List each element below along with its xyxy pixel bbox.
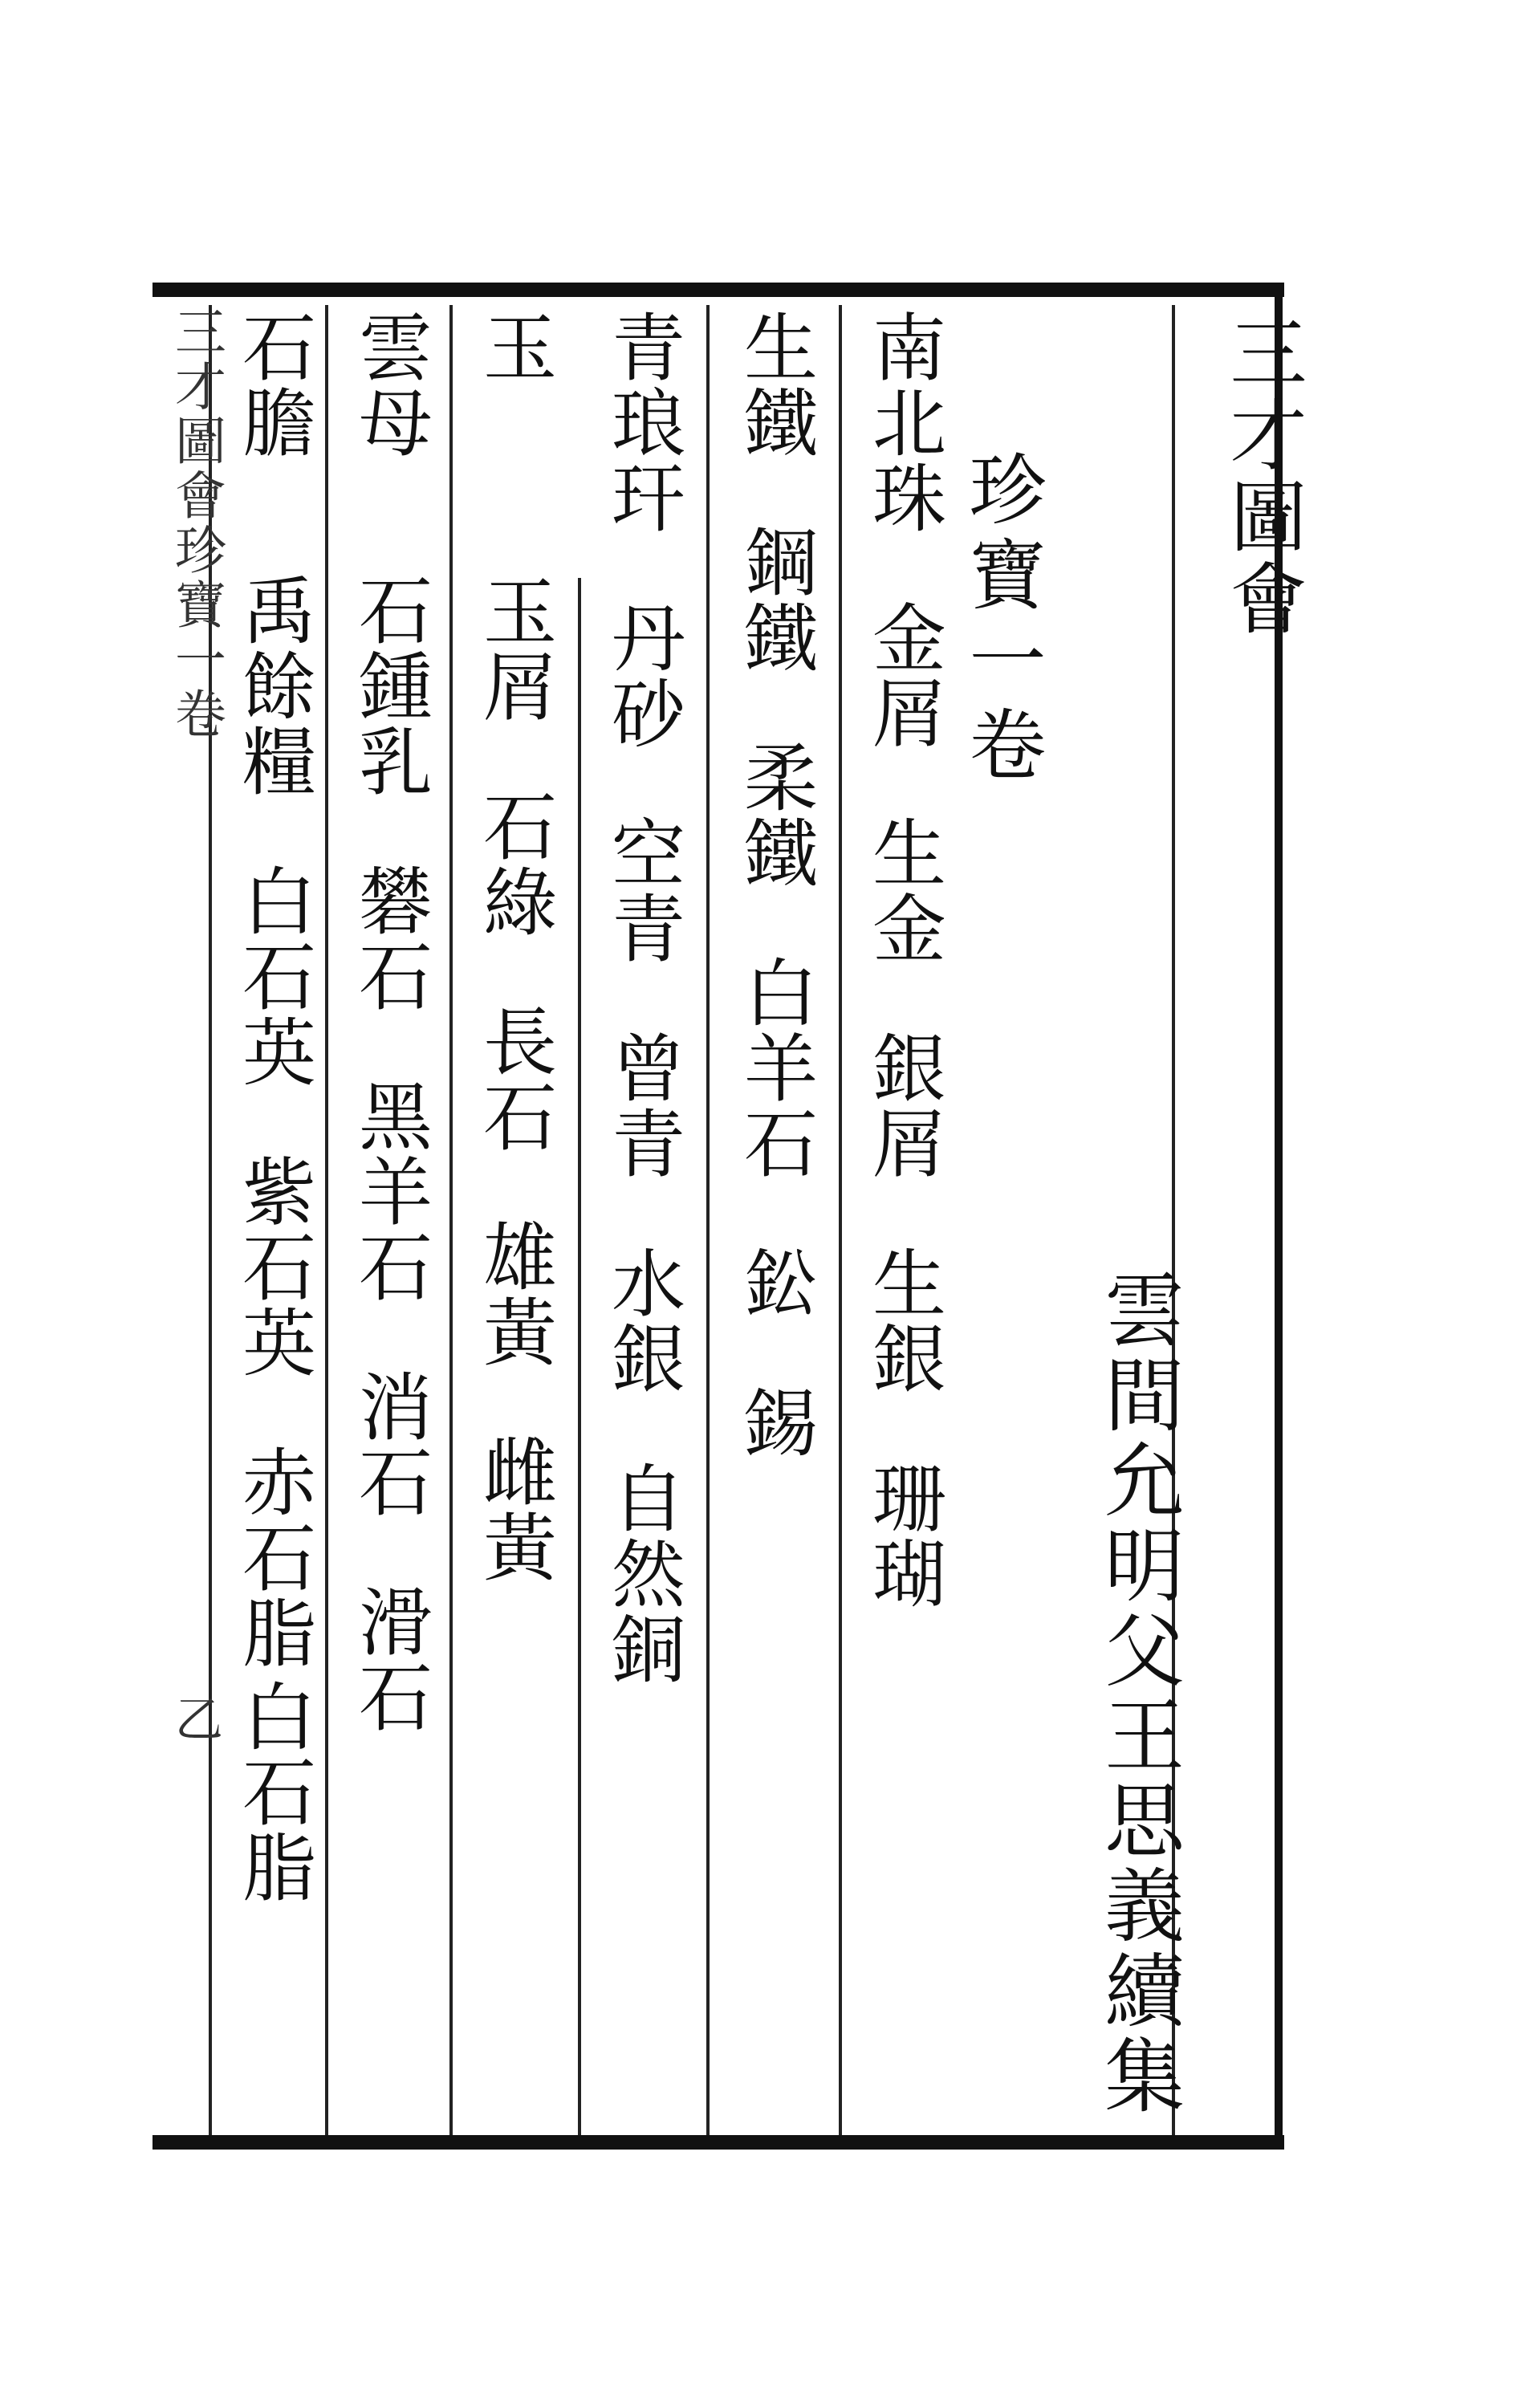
list-item: 生銀 [860,1245,946,1396]
entry-column [453,309,574,1584]
list-item: 丹砂 [600,600,685,750]
list-item: 珊瑚 [860,1460,946,1611]
list-item: 石鍾乳 [347,572,433,799]
list-item: 禹餘糧 [230,572,316,799]
list-item: 礬石 [347,863,433,1014]
folio-mark: 乙 [167,1694,223,1742]
entry-column [329,309,449,1735]
column-rule [449,305,453,2135]
list-item: 消石 [347,1369,433,1519]
list-item: 雲母 [347,309,433,460]
list-item: 柔鐵 [732,739,818,890]
list-item: 生鐵 [732,309,818,460]
entry-column [843,309,963,1611]
list-item: 生金 [860,815,946,966]
top-border [152,283,1284,297]
bottom-border [152,2135,1284,2150]
list-item: 長石 [471,1003,557,1154]
column-rule [578,578,581,2135]
column-rule [839,305,842,2135]
list-item: 鈆 [732,1245,818,1320]
list-item: 石膽 [230,309,316,460]
list-item: 空青 [600,815,685,966]
margin-title: 三才圖會珍寶一卷 [166,305,226,742]
column-rule [706,305,710,2135]
list-item: 銀屑 [860,1030,946,1181]
section-title: 珍寶一卷 [957,449,1047,790]
list-item: 南北珠 [860,309,946,535]
list-item: 白石脂 [230,1678,316,1905]
list-item: 自然銅 [600,1460,685,1686]
list-item: 玉屑 [471,573,557,724]
list-item: 錫 [732,1385,818,1460]
list-item: 白羊石 [732,954,818,1181]
list-item: 石綠 [471,788,557,939]
list-item: 雄黃 [471,1218,557,1369]
entry-column [714,309,835,1460]
list-item: 金屑 [860,600,946,750]
list-item: 赤石脂 [230,1444,316,1670]
list-item: 鋼鐵 [732,524,818,675]
list-item: 水銀 [600,1245,685,1396]
list-item: 青琅玕 [600,309,685,535]
compiler-credit: 雲間允明父王思義續集 [1091,1268,1185,2119]
list-item: 雌黃 [471,1434,557,1584]
list-item: 白石英 [230,863,316,1089]
list-item: 滑石 [347,1584,433,1735]
list-item: 紫石英 [230,1153,316,1380]
list-item: 玉 [471,309,557,384]
book-title: 三才圖會 [1218,313,1307,641]
list-item: 曾青 [600,1030,685,1181]
entry-column [582,309,702,1686]
list-item: 黑羊石 [347,1078,433,1304]
entry-column [213,309,333,1905]
